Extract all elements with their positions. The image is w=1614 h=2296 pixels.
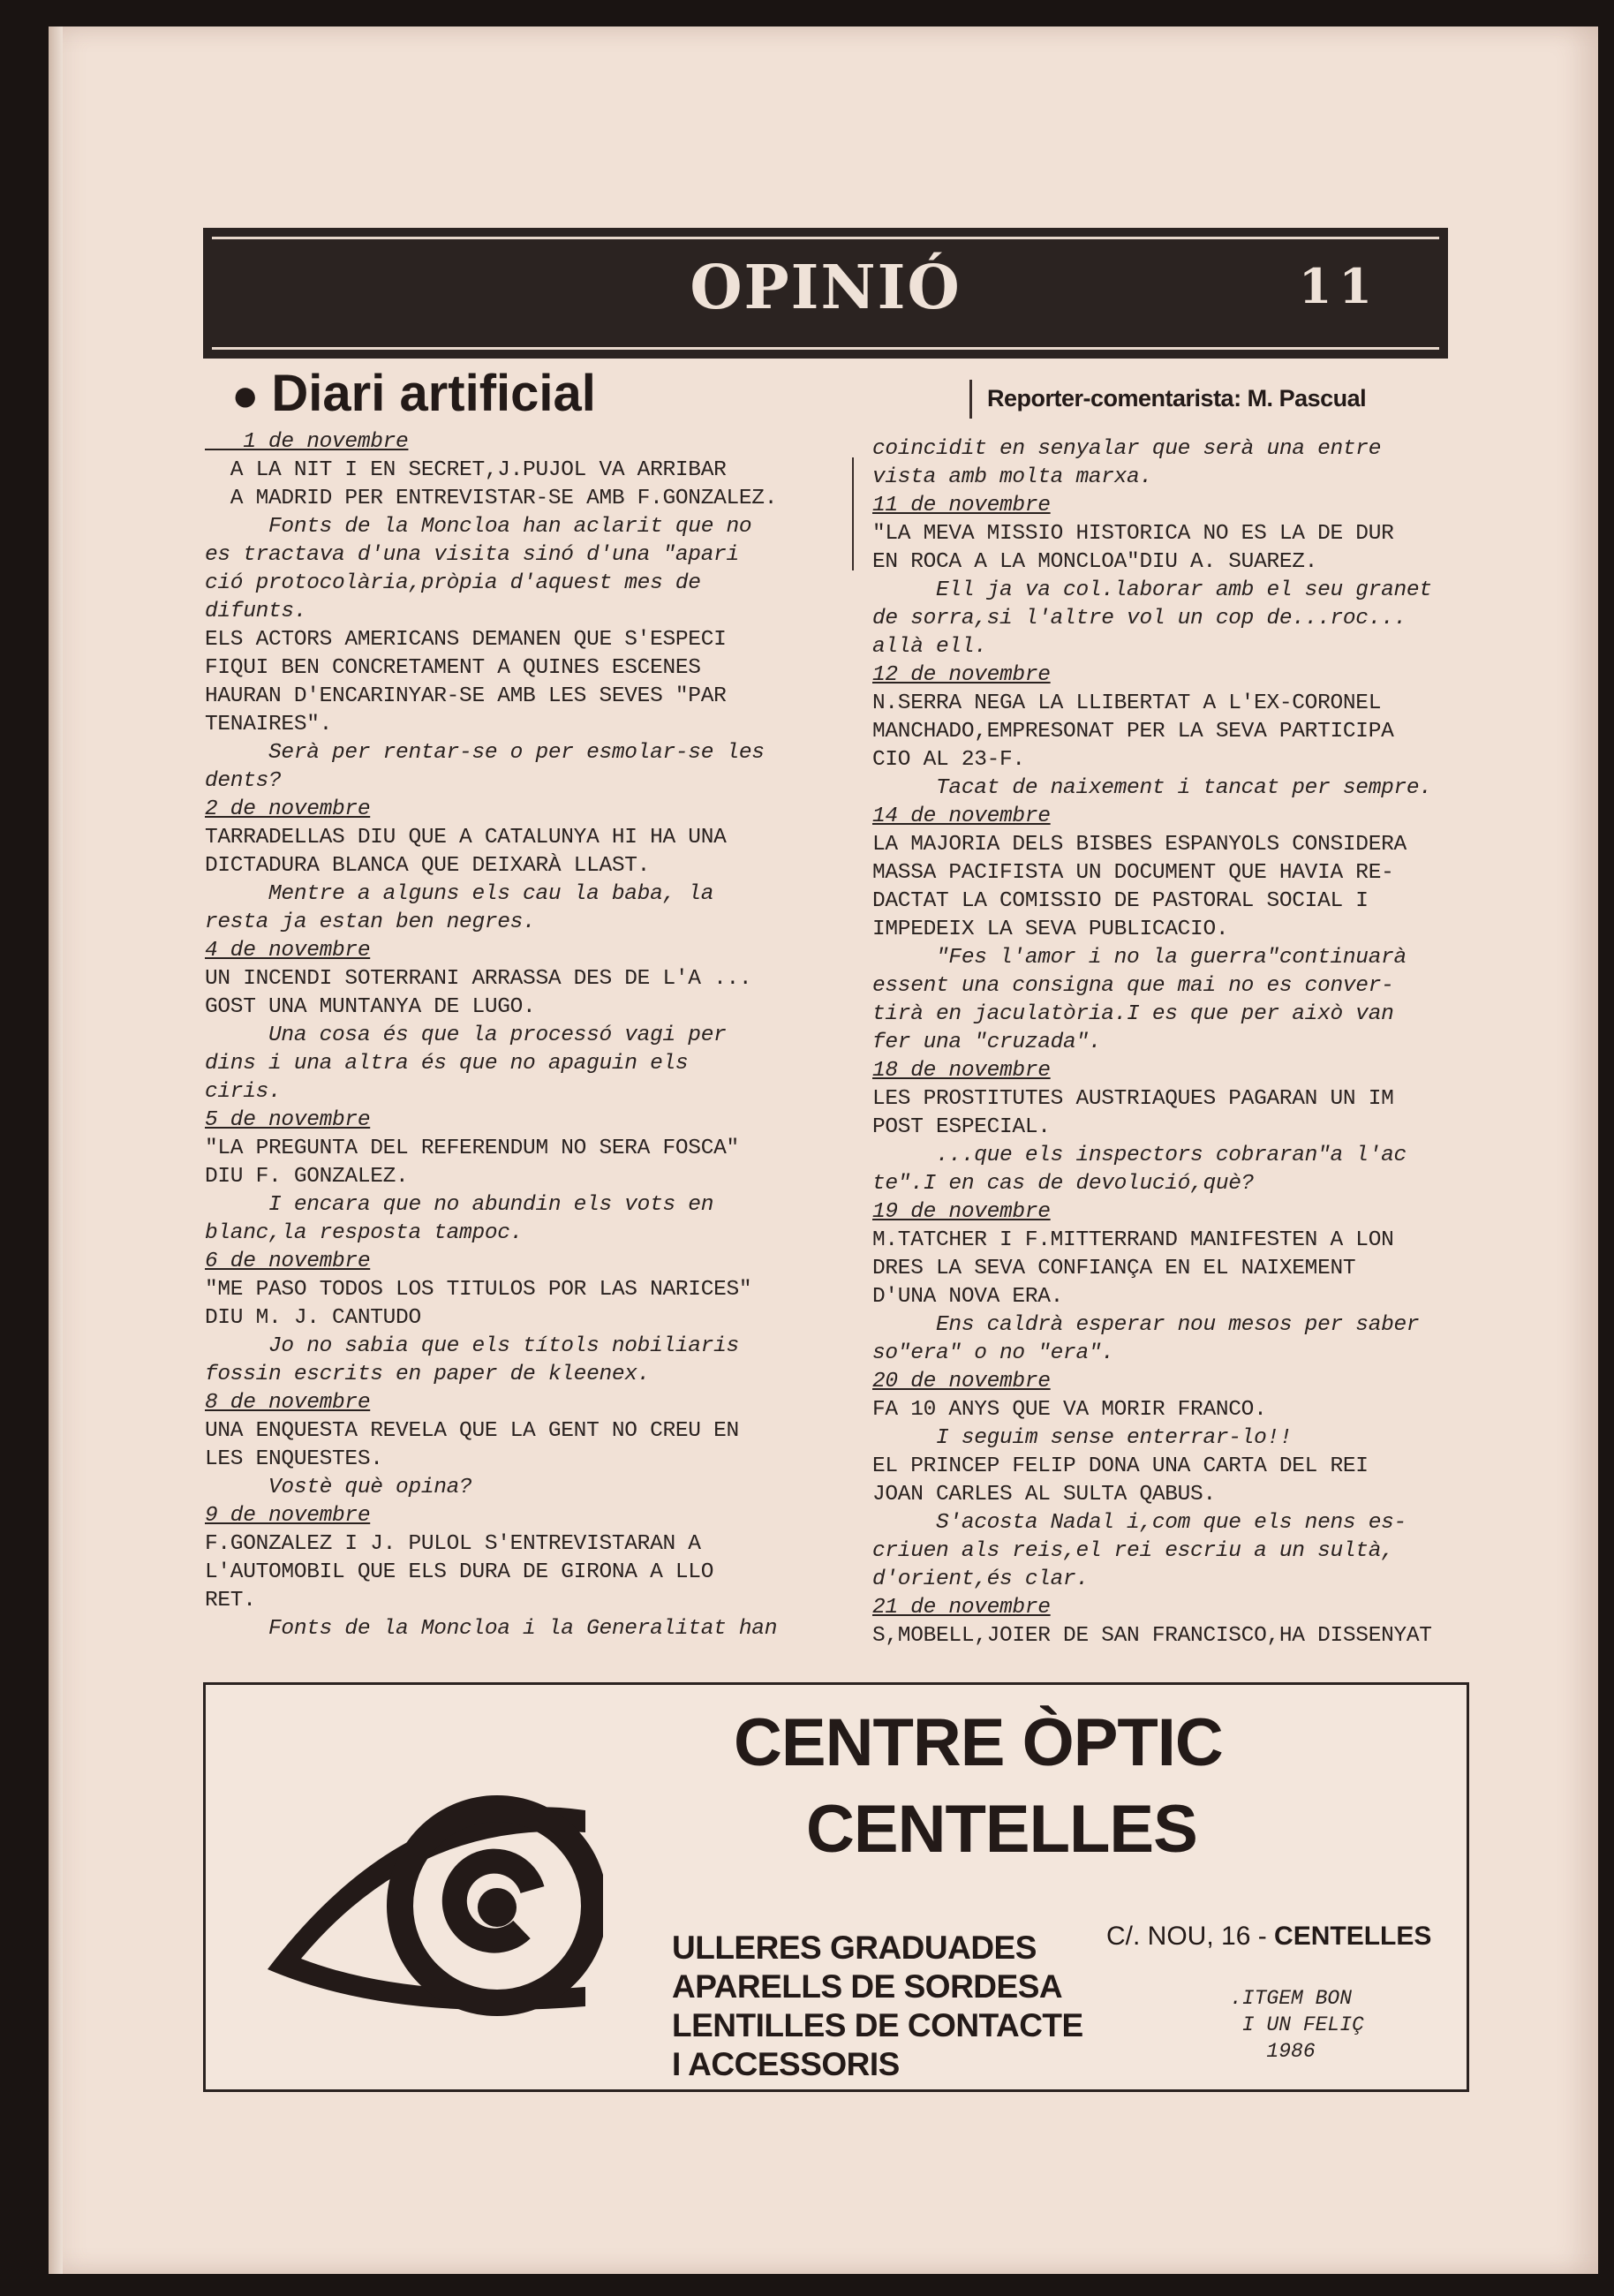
article-column-right: [872, 435, 1508, 1650]
entry-date: 9 de novembre: [205, 1504, 371, 1528]
entry-comment-line: fossin escrits en paper de kleenex.: [205, 1363, 651, 1386]
header-rule-top: [212, 237, 1439, 239]
entry-date: 12 de novembre: [872, 663, 1051, 687]
entry-headline-line: D'UNA NOVA ERA.: [872, 1285, 1064, 1309]
entry-headline-line: LES ENQUESTES.: [205, 1447, 383, 1471]
entry-comment-line: Una cosa és que la processó vagi per: [205, 1023, 727, 1047]
entry-comment-line: ciris.: [205, 1080, 282, 1104]
entry-date: 19 de novembre: [872, 1200, 1051, 1224]
advert-products: [672, 1929, 1083, 2084]
entry-headline-line: FIQUI BEN CONCRETAMENT A QUINES ESCENES: [205, 656, 701, 680]
entry-headline-line: IMPEDEIX LA SEVA PUBLICACIO.: [872, 918, 1229, 941]
entry-headline-line: RET.: [205, 1589, 256, 1612]
entry-comment-line: fer una "cruzada".: [872, 1031, 1102, 1054]
entry-comment-line: vista amb molta marxa.: [872, 465, 1152, 489]
byline-divider: [969, 380, 972, 419]
page-spine: [49, 26, 63, 2274]
article-byline: Reporter-comentarista: M. Pascual: [987, 385, 1367, 412]
advert-address-town: CENTELLES: [1274, 1922, 1432, 1951]
entry-date: 6 de novembre: [205, 1250, 371, 1273]
entry-headline-line: MANCHADO,EMPRESONAT PER LA SEVA PARTICIPA: [872, 720, 1394, 744]
entry-headline-line: UNA ENQUESTA REVELA QUE LA GENT NO CREU EN: [205, 1419, 739, 1443]
entry-comment-line: Tacat de naixement i tancat per sempre.: [872, 776, 1432, 800]
article-column-left: [205, 428, 823, 1643]
entry-comment-line: Ens caldrà esperar nou mesos per saber: [872, 1313, 1420, 1337]
entry-headline-line: MASSA PACIFISTA UN DOCUMENT QUE HAVIA RE-: [872, 861, 1394, 885]
entry-headline-line: JOAN CARLES AL SULTA QABUS.: [872, 1483, 1216, 1507]
entry-headline-line: "LA PREGUNTA DEL REFERENDUM NO SERA FOSCA": [205, 1137, 739, 1160]
entry-date: 20 de novembre: [872, 1370, 1051, 1393]
advert-address: [1106, 1922, 1431, 1952]
entry-date: 21 de novembre: [872, 1596, 1051, 1620]
entry-headline-line: DACTAT LA COMISSIO DE PASTORAL SOCIAL I: [872, 889, 1369, 913]
entry-date: 14 de novembre: [872, 804, 1051, 828]
entry-comment-line: te".I en cas de devolució,què?: [872, 1172, 1255, 1196]
entry-date: 8 de novembre: [205, 1391, 371, 1415]
advert-product: APARELLS DE SORDESA: [672, 1968, 1063, 2005]
entry-headline-line: DIU F. GONZALEZ.: [205, 1165, 409, 1189]
advert-address-street: C/. NOU, 16 -: [1106, 1922, 1275, 1951]
entry-comment-line: Ell ja va col.laborar amb el seu granet: [872, 578, 1432, 602]
entry-headline-line: GOST UNA MUNTANYA DE LUGO.: [205, 995, 536, 1019]
advert-name-line1: CENTRE ÒPTIC: [734, 1705, 1223, 1780]
entry-comment-line: resta ja estan ben negres.: [205, 910, 536, 934]
entry-headline-line: A MADRID PER ENTREVISTAR-SE AMB F.GONZALEZ.: [205, 487, 778, 510]
entry-headline-line: TENAIRES".: [205, 713, 333, 736]
article-title-text: Diari artificial: [271, 365, 596, 422]
entry-comment-line: dins i una altra és que no apaguin els: [205, 1052, 689, 1076]
advert-name-line2: CENTELLES: [806, 1792, 1197, 1867]
optician-advert: [203, 1682, 1469, 2092]
section-header: [203, 228, 1448, 359]
entry-comment-line: Fonts de la Moncloa i la Generalitat han: [205, 1617, 778, 1641]
entry-comment-line: criuen als reis,el rei escriu a un sultà,: [872, 1539, 1394, 1563]
entry-headline-line: M.TATCHER I F.MITTERRAND MANIFESTEN A LON: [872, 1228, 1394, 1252]
entry-comment-line: Fonts de la Moncloa han aclarit que no: [205, 515, 752, 539]
entry-headline-line: S,MOBELL,JOIER DE SAN FRANCISCO,HA DISSENYAT: [872, 1624, 1432, 1648]
entry-comment-line: es tractava d'una visita sinó d'una "apari: [205, 543, 739, 567]
entry-comment-line: I encara que no abundin els vots en: [205, 1193, 714, 1217]
header-rule-bottom: [212, 347, 1439, 350]
entry-headline-line: DIU M. J. CANTUDO: [205, 1306, 421, 1330]
entry-headline-line: DRES LA SEVA CONFIANÇA EN EL NAIXEMENT: [872, 1257, 1356, 1280]
entry-date: 1 de novembre: [205, 430, 409, 454]
section-title: OPINIÓ: [690, 253, 962, 323]
entry-comment-line: de sorra,si l'altre vol un cop de...roc...: [872, 607, 1407, 631]
entry-comment-line: Jo no sabia que els títols nobiliaris: [205, 1334, 739, 1358]
entry-headline-line: "ME PASO TODOS LOS TITULOS POR LAS NARICES": [205, 1278, 752, 1302]
advert-product: I ACCESSORIS: [672, 2046, 900, 2082]
entry-comment-line: S'acosta Nadal i,com que els nens es-: [872, 1511, 1407, 1535]
eye-logo-icon: [232, 1748, 603, 2040]
entry-comment-line: ció protocolària,pròpia d'aquest mes de: [205, 571, 701, 595]
entry-comment-line: difunts.: [205, 600, 307, 623]
entry-headline-line: EL PRINCEP FELIP DONA UNA CARTA DEL REI: [872, 1454, 1369, 1478]
entry-comment-line: Serà per rentar-se o per esmolar-se les: [205, 741, 765, 765]
entry-date: 2 de novembre: [205, 797, 371, 821]
page-number: 11: [1298, 258, 1379, 314]
entry-comment-line: blanc,la resposta tampoc.: [205, 1221, 524, 1245]
entry-comment-line: Mentre a alguns els cau la baba, la: [205, 882, 714, 906]
entry-headline-line: TARRADELLAS DIU QUE A CATALUNYA HI HA UNA: [205, 826, 727, 850]
column-mark: [852, 457, 854, 570]
entry-date: 4 de novembre: [205, 939, 371, 963]
entry-comment-line: ...que els inspectors cobraran"a l'ac: [872, 1144, 1407, 1167]
advert-product: ULLERES GRADUADES: [672, 1930, 1037, 1966]
entry-comment-line: d'orient,és clar.: [872, 1567, 1089, 1591]
entry-comment-line: essent una consigna que mai no es conver-: [872, 974, 1394, 998]
entry-date: 18 de novembre: [872, 1059, 1051, 1083]
entry-headline-line: EN ROCA A LA MONCLOA"DIU A. SUAREZ.: [872, 550, 1318, 574]
entry-headline-line: L'AUTOMOBIL QUE ELS DURA DE GIRONA A LLO: [205, 1560, 714, 1584]
entry-comment-line: tirà en jaculatòria.I es que per això van: [872, 1002, 1394, 1026]
entry-comment-line: so"era" o no "era".: [872, 1341, 1114, 1365]
entry-headline-line: ELS ACTORS AMERICANS DEMANEN QUE S'ESPECI: [205, 628, 727, 652]
bullet-icon: ●: [231, 370, 260, 421]
entry-headline-line: UN INCENDI SOTERRANI ARRASSA DES DE L'A ...: [205, 967, 752, 991]
entry-headline-line: F.GONZALEZ I J. PULOL S'ENTREVISTARAN A: [205, 1532, 701, 1556]
advert-product: LENTILLES DE CONTACTE: [672, 2007, 1083, 2043]
entry-headline-line: "LA MEVA MISSIO HISTORICA NO ES LA DE DUR: [872, 522, 1394, 546]
entry-headline-line: LA MAJORIA DELS BISBES ESPANYOLS CONSIDERA: [872, 833, 1407, 857]
entry-headline-line: N.SERRA NEGA LA LLIBERTAT A L'EX-CORONEL: [872, 691, 1382, 715]
article-title: [231, 364, 596, 423]
entry-headline-line: POST ESPECIAL.: [872, 1115, 1051, 1139]
entry-headline-line: DICTADURA BLANCA QUE DEIXARÀ LLAST.: [205, 854, 651, 878]
entry-comment-line: I seguim sense enterrar-lo!!: [872, 1426, 1293, 1450]
entry-date: 5 de novembre: [205, 1108, 371, 1132]
entry-comment-line: allà ell.: [872, 635, 987, 659]
entry-headline-line: HAURAN D'ENCARINYAR-SE AMB LES SEVES "PAR: [205, 684, 727, 708]
entry-headline-line: A LA NIT I EN SECRET,J.PUJOL VA ARRIBAR: [205, 458, 727, 482]
entry-comment-line: "Fes l'amor i no la guerra"continuarà: [872, 946, 1407, 970]
entry-comment-line: dents?: [205, 769, 282, 793]
entry-headline-line: FA 10 ANYS QUE VA MORIR FRANCO.: [872, 1398, 1267, 1422]
entry-date: 11 de novembre: [872, 494, 1051, 517]
entry-comment-line: Vostè què opina?: [205, 1476, 472, 1499]
advert-greeting: .ITGEM BON I UN FELIÇ 1986: [1230, 1987, 1364, 2063]
entry-headline-line: LES PROSTITUTES AUSTRIAQUES PAGARAN UN IM: [872, 1087, 1394, 1111]
entry-comment-line: coincidit en senyalar que serà una entre: [872, 437, 1382, 461]
entry-headline-line: CIO AL 23-F.: [872, 748, 1025, 772]
